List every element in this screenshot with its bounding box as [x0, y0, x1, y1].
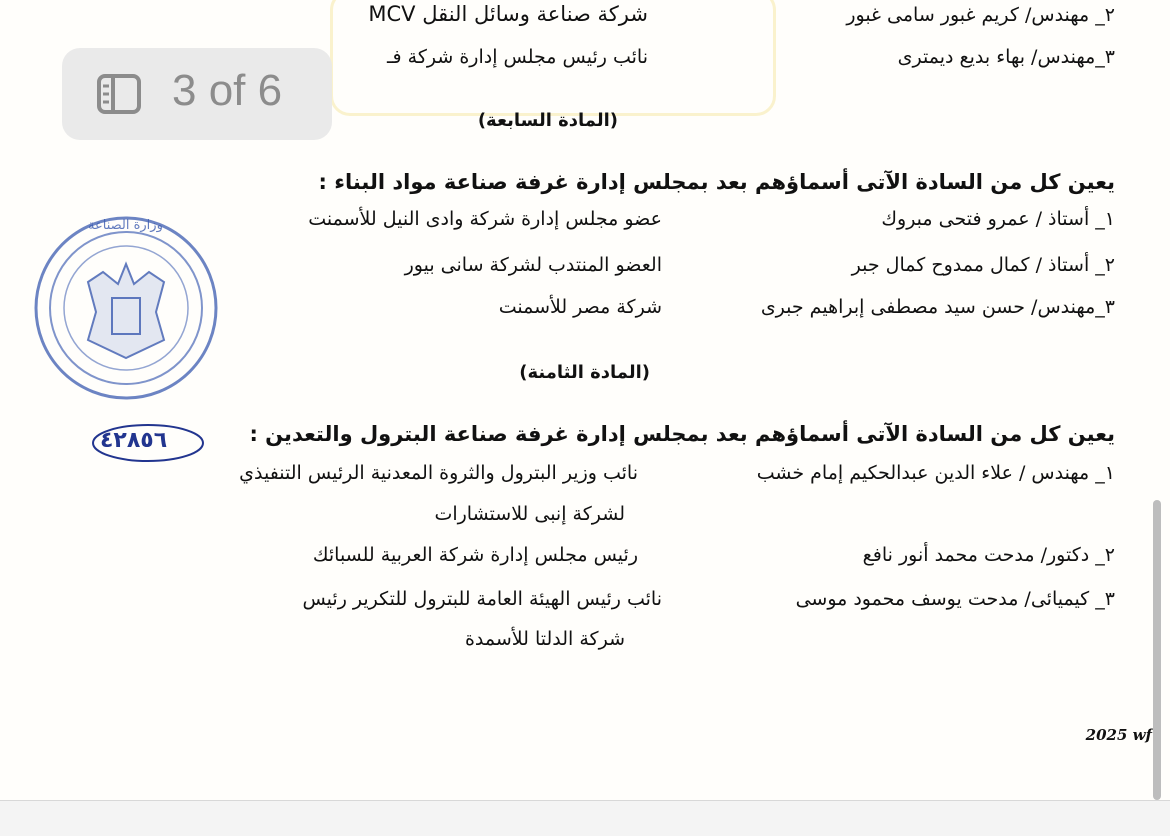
page-indicator-label: 3 of 6 — [172, 66, 283, 115]
article-7-name-2: ٢_ أستاذ / كمال ممدوح كمال جبر — [851, 254, 1115, 276]
top-row-name-2: ٣_مهندس/ بهاء بديع ديمترى — [897, 46, 1115, 68]
article-8-role-1-line-2: لشركة إنبى للاستشارات — [434, 503, 625, 525]
article-8-name-3: ٣_ كيميائى/ مدحت يوسف محمود موسى — [795, 588, 1115, 610]
article-7-name-1: ١_ أستاذ / عمرو فتحى مبروك — [881, 208, 1115, 230]
handwritten-number-text: ٤٢٨٥٦ — [100, 428, 168, 453]
vertical-scrollbar[interactable] — [1153, 500, 1161, 800]
ministry-seal-stamp — [28, 212, 226, 402]
top-row-role-1: شركة صناعة وسائل النقل MCV — [368, 2, 648, 26]
article-8-intro: يعين كل من السادة الآتى أسماؤهم بعد بمجلس إدارة غرفة صناعة البترول والتعدين : — [249, 422, 1115, 446]
article-7-role-3: شركة مصر للأسمنت — [498, 296, 662, 318]
article-8-heading: (المادة الثامنة) — [519, 362, 650, 383]
sidebar-toggle-icon[interactable] — [96, 72, 142, 116]
page-indicator-badge[interactable] — [62, 48, 332, 140]
article-8-name-1: ١_ مهندس / علاء الدين عبدالحكيم إمام خشب — [756, 462, 1115, 484]
article-8-name-2: ٢_ دكتور/ مدحت محمد أنور نافع — [862, 544, 1115, 566]
top-row-name-1: ٢_ مهندس/ كريم غبور سامى غبور — [846, 4, 1115, 26]
article-7-name-3: ٣_مهندس/ حسن سيد مصطفى إبراهيم جبرى — [760, 296, 1115, 318]
article-8-role-3-line-2: شركة الدلتا للأسمدة — [464, 628, 625, 650]
top-row-role-2: نائب رئيس مجلس إدارة شركة فـ — [386, 46, 648, 68]
article-8-role-2: رئيس مجلس إدارة شركة العربية للسبائك — [312, 544, 638, 566]
footer-mark: 2025 wf — [1085, 726, 1152, 744]
article-7-role-1: عضو مجلس إدارة شركة وادى النيل للأسمنت — [308, 208, 662, 230]
handwritten-number — [90, 422, 206, 464]
article-7-heading: (المادة السابعة) — [477, 110, 618, 131]
article-7-intro: يعين كل من السادة الآتى أسماؤهم بعد بمجلس إدارة غرفة صناعة مواد البناء : — [318, 170, 1115, 194]
stamp-text: وزارة الصناعة — [88, 218, 163, 233]
viewer-bottom-bar — [0, 800, 1170, 836]
article-8-role-3: نائب رئيس الهيئة العامة للبترول للتكرير رئيس — [302, 588, 662, 610]
article-7-role-2: العضو المنتدب لشركة سانى بيور — [404, 254, 662, 276]
article-8-role-1: نائب وزير البترول والثروة المعدنية الرئيس التنفيذي — [239, 462, 638, 484]
